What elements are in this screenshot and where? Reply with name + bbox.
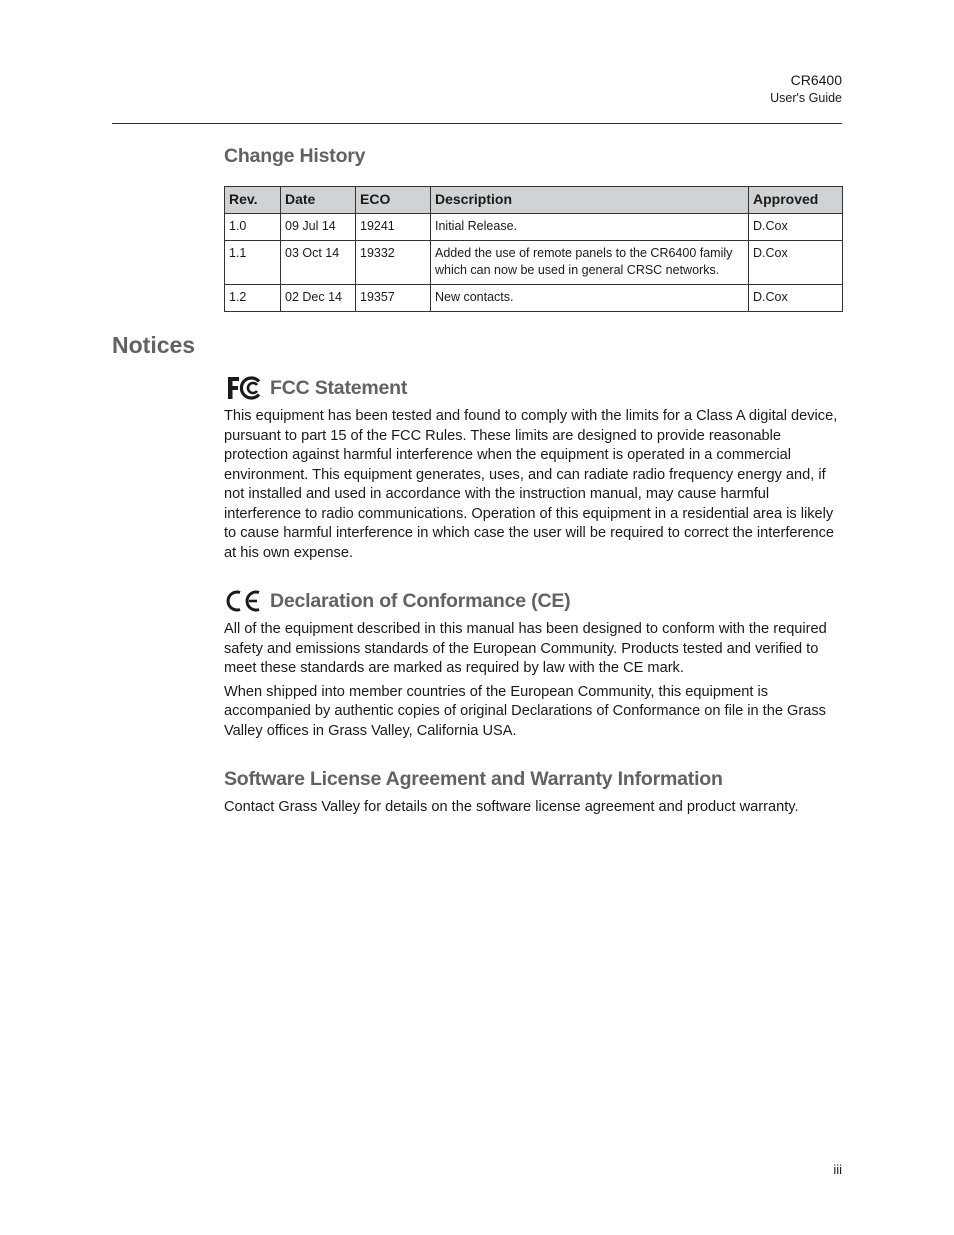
ce-title: Declaration of Conformance (CE) bbox=[270, 589, 571, 612]
table-header-row bbox=[225, 187, 843, 214]
cell-date: 03 Oct 14 bbox=[281, 241, 356, 285]
cell-description: Initial Release. bbox=[431, 214, 749, 241]
ce-text-2: When shipped into member countries of the European Community, this equipment is accompanied by authentic copies of original Declarations of Conformance on file in the Grass Valley offices in Grass Valley, California USA. bbox=[224, 683, 826, 739]
ce-mark-icon bbox=[226, 588, 264, 614]
col-date: Date bbox=[281, 187, 356, 214]
cell-approved: D.Cox bbox=[749, 241, 843, 285]
table-row bbox=[225, 214, 843, 241]
software-license-title: Software License Agreement and Warranty Information bbox=[224, 768, 723, 790]
ce-text-1: All of the equipment described in this manual has been designed to conform with the required safety and emissions standards of the European Community. Products tested and verified to meet these standards are marked as required by law with the CE mark. bbox=[224, 621, 827, 676]
col-approved: Approved bbox=[749, 187, 843, 214]
notices-title: Notices bbox=[112, 332, 196, 358]
cell-eco: 19357 bbox=[356, 284, 431, 311]
change-history-section bbox=[224, 145, 842, 168]
cell-eco: 19332 bbox=[356, 241, 431, 285]
col-eco: ECO bbox=[356, 187, 431, 214]
page-number: iii bbox=[833, 1162, 842, 1177]
cell-eco: 19241 bbox=[356, 214, 431, 241]
software-license-text: Contact Grass Valley for details on the software license agreement and product warranty. bbox=[224, 799, 799, 815]
cell-date: 09 Jul 14 bbox=[281, 214, 356, 241]
col-description: Description bbox=[431, 187, 749, 214]
change-history-table-wrap bbox=[224, 186, 842, 312]
col-rev: Rev. bbox=[225, 187, 281, 214]
ce-heading bbox=[224, 588, 842, 614]
cell-rev: 1.2 bbox=[225, 284, 281, 311]
fcc-heading bbox=[224, 375, 842, 401]
cell-description: New contacts. bbox=[431, 284, 749, 311]
fcc-text: This equipment has been tested and found to comply with the limits for a Class A digital device, pursuant to part 15 of the FCC Rules. These limits are designed to provide reasonable protection against harmful interference when the equipment is operated in a commercial environment. This equipment generates, uses, and can radiate radio frequency energy and, if not installed and used in accordance with the instruction manual, may cause harmful interference to radio communications. Operation of this equipment in a residential area is likely to cause harmful interference in which case the user will be required to correct the interference at his own expense. bbox=[224, 408, 838, 561]
ce-section bbox=[224, 588, 842, 741]
fcc-section bbox=[224, 375, 842, 563]
software-license-section bbox=[224, 768, 842, 818]
running-header bbox=[770, 71, 842, 107]
cell-description: Added the use of remote panels to the CR6400 family which can now be used in general CRSC networks. bbox=[431, 241, 749, 285]
cell-approved: D.Cox bbox=[749, 284, 843, 311]
table-row bbox=[225, 284, 843, 311]
change-history-title: Change History bbox=[224, 145, 366, 167]
cell-approved: D.Cox bbox=[749, 214, 843, 241]
header-guide: User's Guide bbox=[770, 90, 842, 105]
cell-rev: 1.1 bbox=[225, 241, 281, 285]
fcc-logo-icon bbox=[226, 375, 264, 401]
cell-date: 02 Dec 14 bbox=[281, 284, 356, 311]
cell-rev: 1.0 bbox=[225, 214, 281, 241]
table-row bbox=[225, 241, 843, 285]
fcc-title: FCC Statement bbox=[270, 376, 408, 399]
change-history-table bbox=[224, 186, 843, 312]
header-product: CR6400 bbox=[790, 72, 842, 88]
header-rule bbox=[112, 123, 842, 124]
